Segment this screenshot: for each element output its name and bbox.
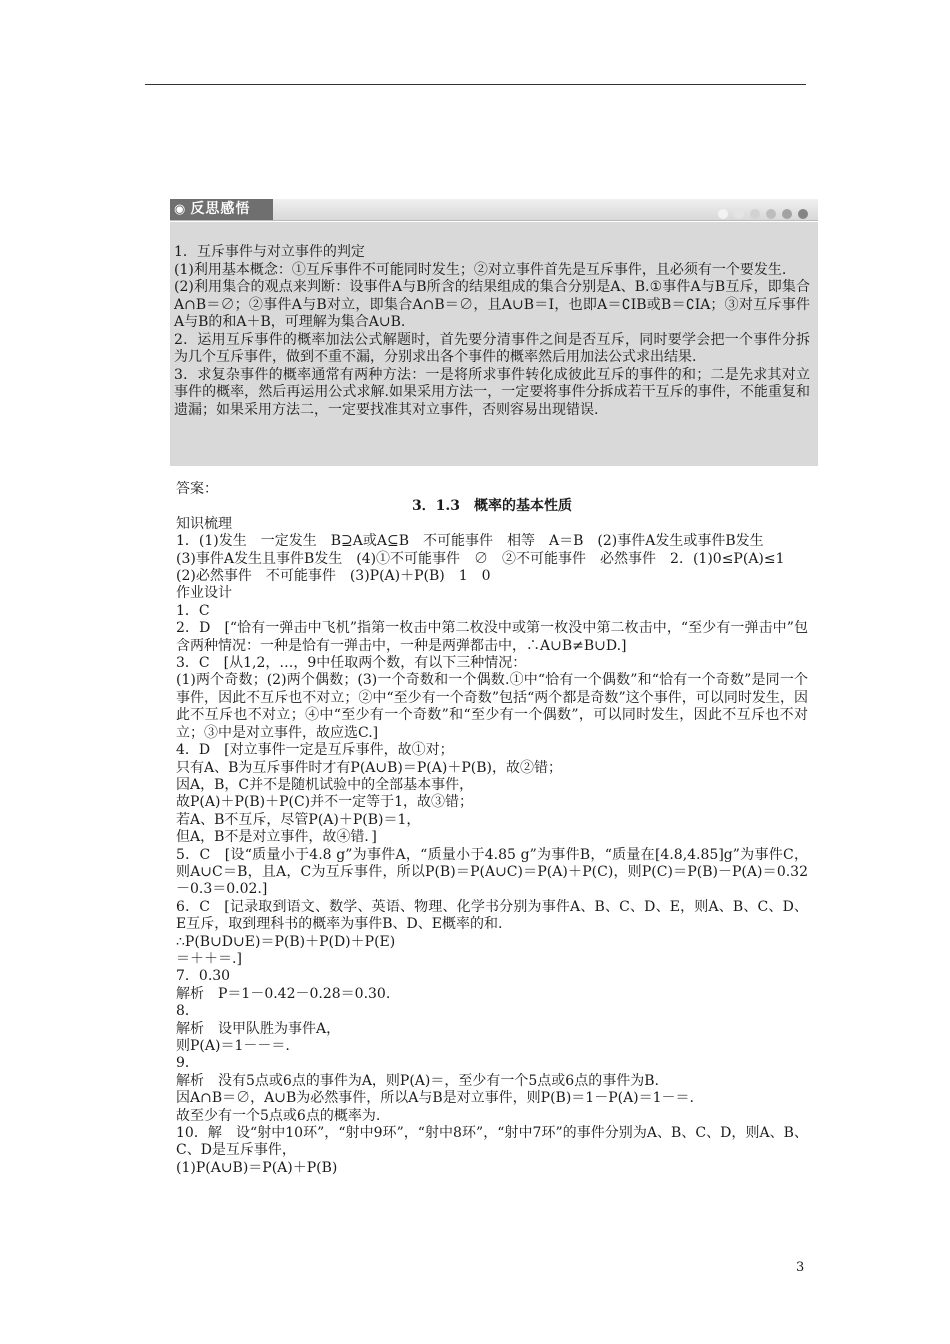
decorative-dots bbox=[712, 204, 808, 215]
answer-line: 5．C [设“质量小于4.8 g”为事件A，“质量小于4.85 g”为事件B，“质量在[4.8,4.85]g”为事件C，则A∪C＝B，且A，C为互斥事件，所以P(B)＝P(A∪C)＝P(A)＋P(C)，则P(C)＝P(B)－P(A)＝0.32－0.3＝0.02.] bbox=[176, 846, 808, 898]
answer-line: 8． bbox=[176, 1003, 199, 1020]
reflection-paragraph: 3．求复杂事件的概率通常有两种方法：一是将所求事件转化成彼此互斥的事件的和；二是先求其对立事件的概率，然后再运用公式求解.如果采用方法一，一定要将事件分拆成若干互斥的事件，不能重复和遗漏；如果采用方法二，一定要找准其对立事件，否则容易出现错误. bbox=[174, 366, 810, 418]
dot-icon bbox=[718, 209, 728, 219]
page-number: 3 bbox=[796, 1260, 805, 1275]
answer-line: 因A，B，C并不是随机试验中的全部基本事件， bbox=[176, 776, 474, 793]
answer-lines bbox=[176, 516, 808, 1177]
reflection-paragraph: 1．互斥事件与对立事件的判定 bbox=[174, 244, 365, 260]
answer-line: ∴P(B∪D∪E)＝P(B)＋P(D)＋P(E) bbox=[176, 933, 396, 950]
answer-line: 2．D [“恰有一弹击中飞机”指第一枚击中第二枚没中或第一枚没中第二枚击中，“至少有一弹击中”包含两种情况：一种是恰有一弹击中，一种是两弹都击中，∴A∪B≠B∪D.] bbox=[176, 620, 808, 654]
header-rule bbox=[145, 84, 806, 85]
answer-line: 6．C [记录取到语文、数学、英语、物理、化学书分别为事件A、B、C、D、E，则A、B、C、D、E互斥，取到理科书的概率为事件B、D、E概率的和. bbox=[176, 898, 808, 933]
reflection-paragraph: (2)利用集合的观点来判断：设事件A与B所含的结果组成的集合分别是A、B.①事件A与B互斥，即集合A∩B＝∅；②事件A与B对立，即集合A∩B＝∅，且A∪B＝I，也即A＝∁IB或B＝∁IA；③对互斥事件A与B的和A＋B，可理解为集合A∪B. bbox=[174, 279, 810, 330]
answer-line: 若A、B不互斥，尽管P(A)＋P(B)＝1， bbox=[176, 811, 421, 828]
answer-line: 3．C [从1,2，…，9中任取两个数，有以下三种情况： bbox=[176, 655, 527, 672]
dot-icon bbox=[798, 209, 808, 219]
reflection-content bbox=[174, 244, 810, 419]
answers-label: 答案： bbox=[176, 481, 218, 497]
answer-line: (3)事件A发生且事件B发生 (4)①不可能事件 ∅ ②不可能事件 必然事件 2．(1)0≤P(A)≤1 bbox=[176, 550, 785, 567]
answer-line: 因A∩B＝∅，A∪B为必然事件，所以A与B是对立事件，则P(B)＝1－P(A)＝1－＝. bbox=[176, 1090, 695, 1107]
reflection-paragraph: (1)利用基本概念：①互斥事件不可能同时发生；②对立事件首先是互斥事件，且必须有一个要发生. bbox=[174, 261, 787, 278]
dot-icon bbox=[782, 209, 792, 219]
answers-section bbox=[176, 481, 808, 1177]
answer-line: 10．解 设“射中10环”，“射中9环”，“射中8环”，“射中7环”的事件分别为A、B、C、D，则A、B、C、D是互斥事件， bbox=[176, 1125, 808, 1159]
circle-bullet-icon: ◉ bbox=[174, 202, 187, 217]
answer-line: 作业设计 bbox=[176, 585, 232, 602]
answer-line: (1)P(A∪B)＝P(A)＋P(B) bbox=[176, 1159, 338, 1176]
dot-icon bbox=[750, 209, 760, 219]
answer-line: 只有A、B为互斥事件时才有P(A∪B)＝P(A)＋P(B)，故②错； bbox=[176, 759, 562, 776]
answer-line: 解析 没有5点或6点的事件为A，则P(A)＝，至少有一个5点或6点的事件为B. bbox=[176, 1072, 659, 1089]
dot-icon bbox=[734, 209, 744, 219]
answer-line: 故P(A)＋P(B)＋P(C)并不一定等于1，故③错； bbox=[176, 794, 474, 811]
answer-line: ＝＋＋＝.] bbox=[176, 950, 242, 967]
reflection-tag bbox=[170, 199, 273, 220]
answer-line: 9． bbox=[176, 1055, 199, 1072]
answer-line: 故至少有一个5点或6点的概率为. bbox=[176, 1107, 381, 1124]
reflection-title: 反思感悟 bbox=[190, 201, 251, 217]
section-title: 3．1.3 概率的基本性质 bbox=[411, 498, 573, 515]
answer-line: 4．D [对立事件一定是互斥事件，故①对； bbox=[176, 742, 454, 759]
reflection-header-bar bbox=[170, 199, 818, 221]
answer-line: (1)两个奇数；(2)两个偶数；(3)一个奇数和一个偶数.①中“恰有一个偶数”和“恰有一个奇数”是同一个事件，因此不互斥也不对立；②中“至少有一个奇数”包括“两个都是奇数”这个事件，可以同时发生，因此不互斥也不对立；④中“至少有一个奇数”和“至少有一个偶数”，可以同时发生，因此不互斥也不对立；③中是对立事件，故应选C.] bbox=[176, 672, 808, 741]
answer-line: 7．0.30 bbox=[176, 968, 231, 985]
answer-line: 但A，B不是对立事件，故④错．] bbox=[176, 829, 377, 846]
answer-line: 解析 P＝1－0.42－0.28＝0.30. bbox=[176, 985, 391, 1002]
answer-line: 解析 设甲队胜为事件A， bbox=[176, 1020, 341, 1037]
answer-line: 1．(1)发生 一定发生 B⊇A或A⊆B 不可能事件 相等 A＝B (2)事件A发生或事件B发生 bbox=[176, 533, 764, 550]
answer-line: 1．C bbox=[176, 602, 210, 619]
dot-icon bbox=[766, 209, 776, 219]
answer-line: (2)必然事件 不可能事件 (3)P(A)＋P(B) 1 0 bbox=[176, 568, 491, 585]
reflection-paragraph: 2．运用互斥事件的概率加法公式解题时，首先要分清事件之间是否互斥，同时要学会把一个事件分拆为几个互斥事件，做到不重不漏，分别求出各个事件的概率然后用加法公式求出结果. bbox=[174, 331, 810, 365]
answer-line: 知识梳理 bbox=[176, 515, 232, 532]
answer-line: 则P(A)＝1－－＝. bbox=[176, 1038, 290, 1054]
